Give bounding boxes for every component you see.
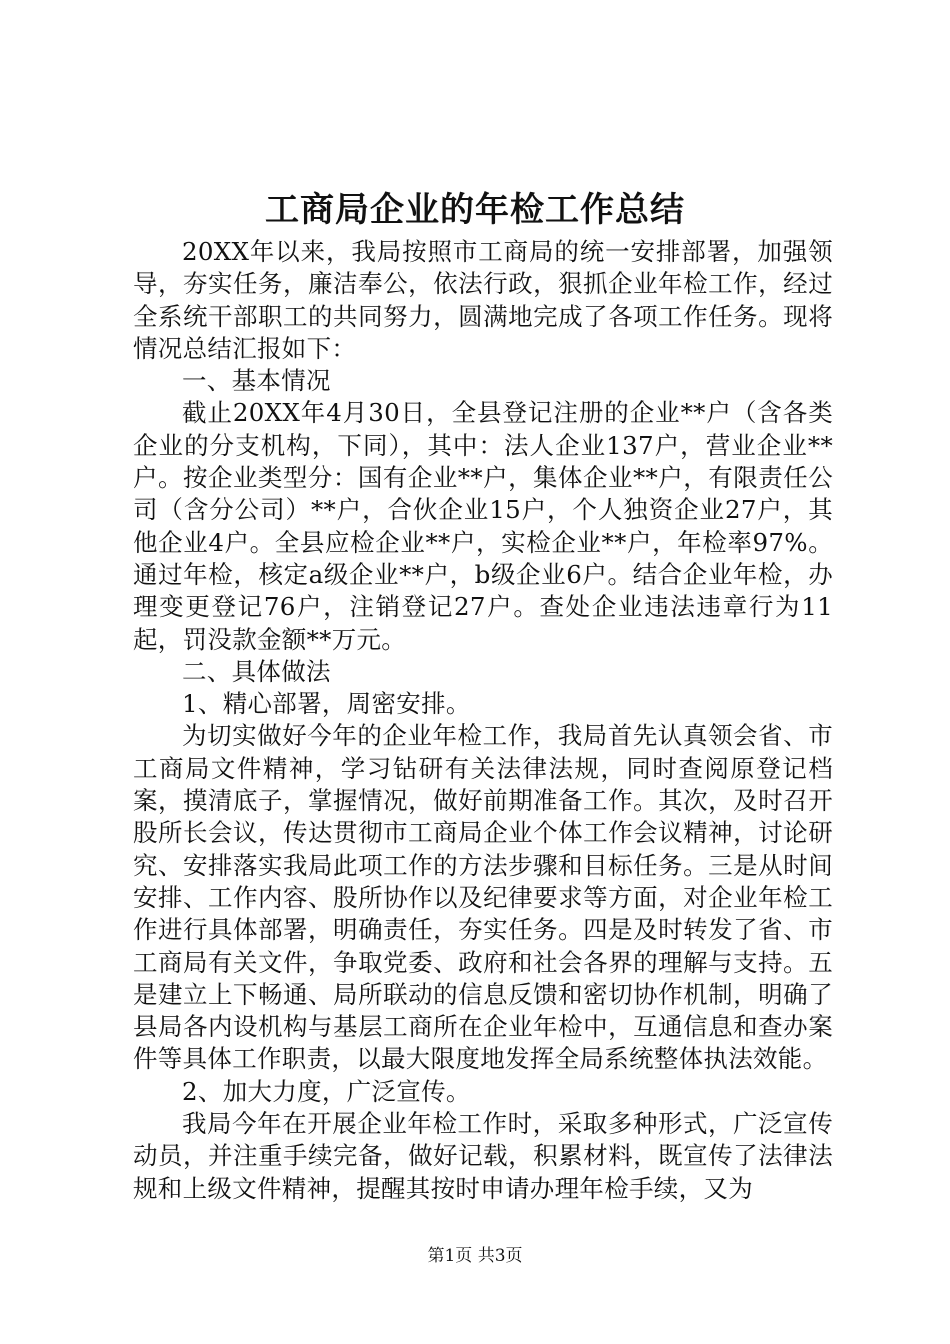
document-body — [133, 236, 833, 1205]
subheading-deployment: 1、精心部署，周密安排。 — [182, 689, 471, 719]
section-heading-methods: 二、具体做法 — [182, 656, 331, 686]
subheading-publicity: 2、加大力度，广泛宣传。 — [182, 1076, 471, 1106]
section-heading-basic: 一、基本情况 — [182, 366, 331, 396]
page-footer: 第1页 共3页 — [427, 1246, 523, 1266]
paragraph-basic-situation: 截止20XX年4月30日，全县登记注册的企业**户（含各类企业的分支机构，下同），其中：法人企业137户，营业企业**户。按企业类型分：国有企业**户，集体企业**户，有限责任公司（含分公司）**户，合伙企业15户，个人独资企业27户，其他企业4户。全县应检企业**户，实检企业**户，年检率97%。通过年检，核定a级企业**户，b级企业6户。结合企业年检，办理变更登记76户，注销登记27户。查处企业违法违章行为11起，罚没款金额**万元。 — [133, 398, 833, 654]
paragraph-publicity: 我局今年在开展企业年检工作时，采取多种形式，广泛宣传动员，并注重手续完备，做好记载，积累材料，既宣传了法律法规和上级文件精神，提醒其按时申请办理年检手续，又为 — [133, 1109, 833, 1203]
document-title: 工商局企业的年检工作总结 — [265, 190, 685, 230]
paragraph-deployment: 为切实做好今年的企业年检工作，我局首先认真领会省、市工商局文件精神，学习钻研有关法律法规，同时查阅原登记档案，摸清底子，掌握情况，做好前期准备工作。其次，及时召开股所长会议，传达贯彻市工商局企业个体工作会议精神，讨论研究、安排落实我局此项工作的方法步骤和目标任务。三是从时间安排、工作内容、股所协作以及纪律要求等方面，对企业年检工作进行具体部署，明确责任，夯实任务。四是及时转发了省、市工商局有关文件，争取党委、政府和社会各界的理解与支持。五是建立上下畅通、局所联动的信息反馈和密切协作机制，明确了县局各内设机构与基层工商所在企业年检中，互通信息和查办案件等具体工作职责，以最大限度地发挥全局系统整体执法效能。 — [133, 721, 833, 1074]
paragraph-intro: 20XX年以来，我局按照市工商局的统一安排部署，加强领导，夯实任务，廉洁奉公，依法行政，狠抓企业年检工作，经过全系统干部职工的共同努力，圆满地完成了各项工作任务。现将情况总结汇报如下： — [133, 237, 833, 363]
